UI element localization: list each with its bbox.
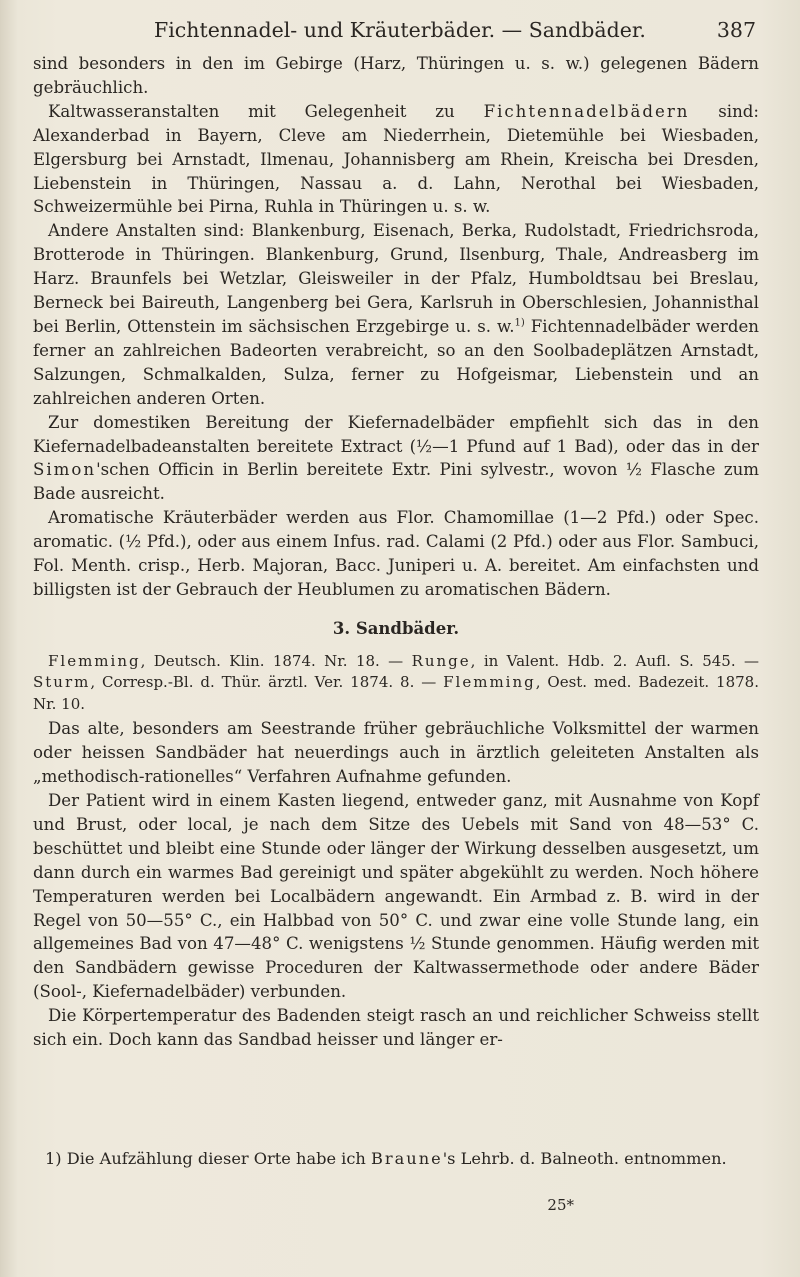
text-run: Kaltwasseranstalten mit Gelegenheit zu <box>48 101 484 121</box>
paragraph: Die Körpertemperatur des Badenden steigt rasch an und reichlicher Schweiss stellt sich ein. Doch kann das Sandbad heisser und länger er- <box>33 1006 759 1050</box>
spaced-emphasis: Simon <box>33 460 97 480</box>
text-run: 'schen Officin in Berlin bereitete Extr. Pini sylvestr., wovon ½ Flasche zum Bade ausreicht. <box>33 460 759 504</box>
footnote-marker: 1) <box>514 317 525 329</box>
text-run: Andere Anstalten sind: Blankenburg, Eisenach, Berka, Rudolstadt, Friedrichsroda, Brotterode in Thüringen. Blankenburg, Grund, Ilsenburg, Thale, Andreasberg im Harz. Braunfels bei Wetzlar, Gleisweiler in der Pfalz, Humboldtsau bei Breslau, Berneck bei Baireuth, Langenberg bei Gera, Karlsruh in Oberschlesien, Johannisthal bei Berlin, Ottenstein im sächsischen Erzgebirge u. s. w. <box>33 221 759 336</box>
text-run: Fichtennadelbäder werden ferner an zahlreichen Badeorten verabreicht, so an den Soolbadeplätzen Arnstadt, Salzungen, Schmalkalden, Sulza, ferner zu Hofgeismar, Liebenstein und an zahlreichen anderen Orten. <box>33 316 759 408</box>
text-run: Zur domestiken Bereitung der Kiefernadelbäder empfiehlt sich das in den Kiefernadelbadeanstalten bereitete Extract (½—1 Pfund auf 1 Bad), oder das in der <box>33 412 759 456</box>
author-name: Braune <box>371 1149 443 1168</box>
footnote <box>33 1148 759 1171</box>
text-run: sind: Alexanderbad in Bayern, Cleve am Niederrhein, Dietemühle bei Wiesbaden, Elgersburg bei Arnstadt, Ilmenau, Johannisberg am Rhein, Kreischa bei Dresden, Liebenstein in Thüringen, Nassau a. d. Lahn, Nerothal bei Wiesbaden, Schweizermühle bei Pirna, Ruhla in Thüringen u. s. w. <box>33 101 760 217</box>
running-header <box>0 14 800 46</box>
page-number: 387 <box>716 18 756 42</box>
text-run: 's Lehrb. d. Balneoth. entnommen. <box>442 1149 727 1168</box>
author-name: Runge <box>411 651 471 670</box>
section-heading: 3. Sandbäder. <box>332 618 460 638</box>
sheet-signature: 25* <box>547 1196 574 1214</box>
paragraph: Das alte, besonders am Seestrande früher gebräuchliche Volksmittel der warmen oder heissen Sandbäder hat neuerdings auch in ärztlich geleiteten Anstalten als „methodisch-rationelles“ Verfahren Aufnahme gefunden. <box>33 719 759 787</box>
paragraph: Aromatische Kräuterbäder werden aus Flor. Chamomillae (1—2 Pfd.) oder Spec. aromatic. (½ Pfd.), oder aus einem Infus. rad. Calami (2 Pfd.) oder aus Flor. Sambuci, Fol. Menth. crisp., Herb. Majoran, Bacc. Juniperi u. A. bereitet. Am einfachsten und billigsten ist der Gebrauch der Heublumen zu aromatischen Bädern. <box>33 508 759 599</box>
running-title: Fichtennadel- und Kräuterbäder. — Sandbäder. <box>154 18 646 42</box>
author-name: Flemming <box>48 651 141 670</box>
footnote-text <box>33 1148 759 1171</box>
author-name: Sturm <box>33 673 91 692</box>
text-run: , Oest. med. Badezeit. 1878. Nr. 10. <box>33 673 759 713</box>
paragraph <box>33 100 759 220</box>
text-run: , Deutsch. Klin. 1874. Nr. 18. — <box>140 651 412 670</box>
paragraph: sind besonders in den im Gebirge (Harz, Thüringen u. s. w.) gelegenen Bädern gebräuchlich. <box>33 54 759 97</box>
paragraph <box>33 411 759 507</box>
literature-references <box>33 651 759 716</box>
paragraph: Der Patient wird in einem Kasten liegend, entweder ganz, mit Ausnahme von Kopf und Brust, oder local, je nach dem Sitze des Uebels mit Sand von 48—53° C. beschüttet und bleibt eine Stunde oder länger der Wirkung desselben ausgesetzt, um dann durch ein warmes Bad gereinigt und später abgekühlt zu werden. Noch höhere Temperaturen werden bei Localbädern angewandt. Ein Armbad z. B. wird in der Regel von 50—55° C., ein Halbbad von 50° C. und zwar eine volle Stunde lang, ein allgemeines Bad von 47—48° C. wenigstens ½ Stunde genommen. Häufig werden mit den Sandbädern gewisse Proceduren der Kaltwassermethode oder andere Bäder (Sool-, Kiefernadelbäder) verbunden. <box>33 790 759 1002</box>
text-run: , Corresp.-Bl. d. Thür. ärztl. Ver. 1874. 8. — <box>90 673 444 692</box>
spaced-emphasis: Fichtennadelbädern <box>483 101 690 121</box>
main-text <box>33 52 759 1052</box>
author-name: Flemming <box>443 673 536 692</box>
paragraph <box>33 219 759 410</box>
text-run: , in Valent. Hdb. 2. Aufl. S. 545. — <box>470 651 759 670</box>
text-run: 1) Die Aufzählung dieser Orte habe ich <box>45 1149 371 1168</box>
